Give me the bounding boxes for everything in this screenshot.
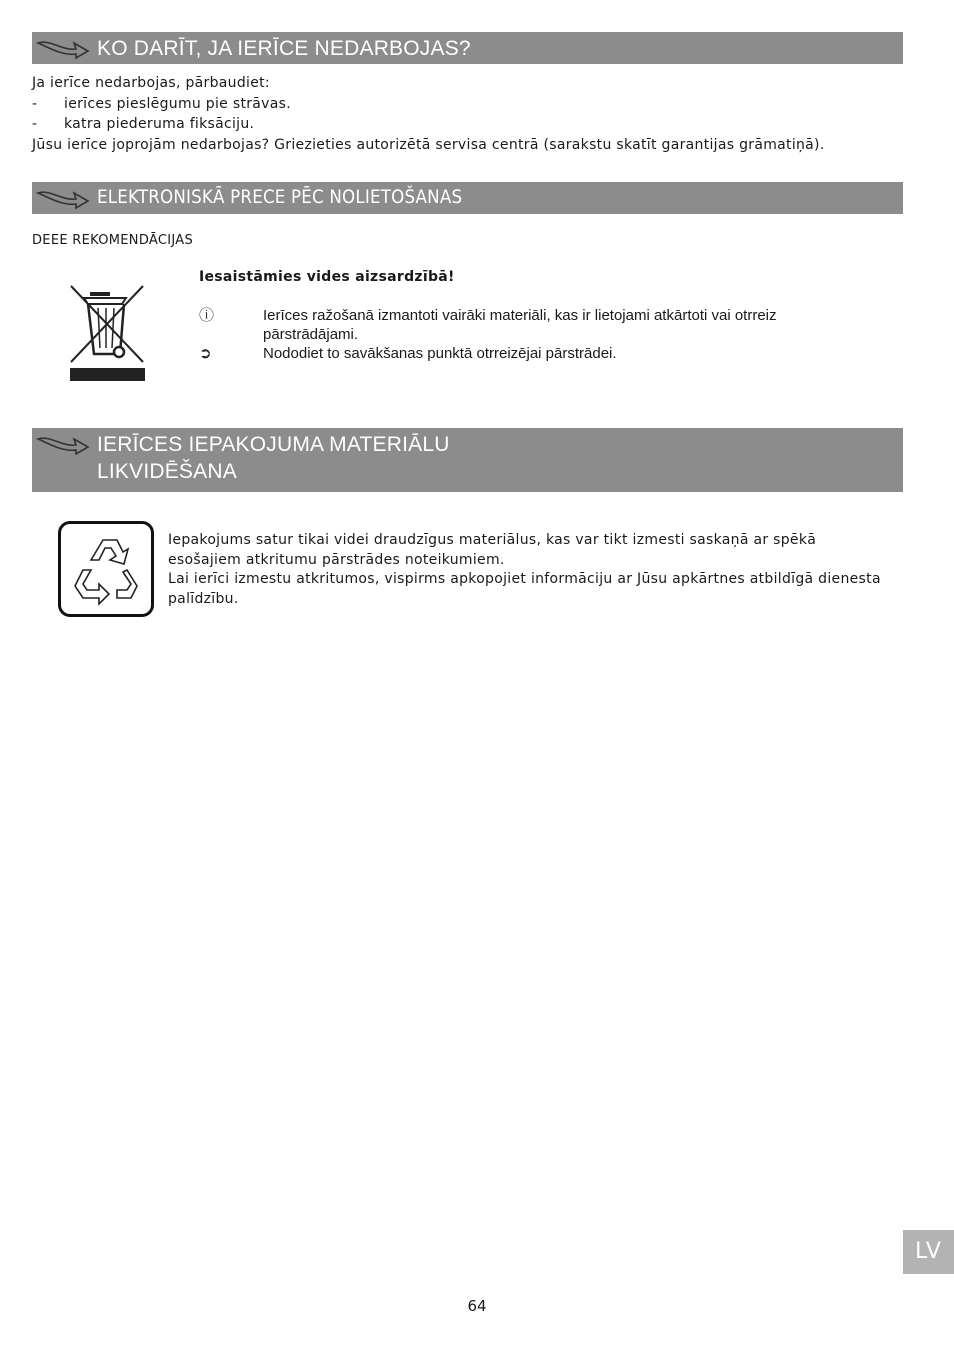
- arrow-icon: [36, 37, 90, 61]
- packaging-paragraph: Iepakojums satur tikai videi draudzīgus materiālus, kas var tikt izmesti saskaņā ar spēkā esošajiem atkritumu pārstrādes noteikumiem.: [168, 532, 817, 568]
- section-title: ELEKTRONISKĀ PRECE PĒC NOLIETOŠANAS: [97, 186, 463, 208]
- recycling-info-list: [199, 306, 859, 363]
- section-title: IERĪCES IEPAKOJUMA MATERIĀLU LIKVIDĒŠANA: [97, 433, 450, 483]
- section-header-weee: [32, 182, 903, 214]
- language-tab: LV: [903, 1230, 954, 1274]
- arrow-icon: [36, 433, 90, 457]
- service-note: Jūsu ierīce joprojām nedarbojas? Griezieties autorizētā servisa centrā (sarakstu skatīt garantijas grāmatiņā).: [32, 136, 825, 153]
- section-header-troubleshooting: [32, 32, 903, 64]
- info-icon: ⓘ: [199, 307, 215, 324]
- list-item: [199, 344, 859, 363]
- arrow-icon: ➲: [199, 345, 212, 362]
- intro-text: Ja ierīce nedarbojas, pārbaudiet:: [32, 75, 270, 91]
- check-item: - katra piederuma fiksāciju.: [32, 116, 255, 132]
- section-title: KO DARĪT, JA IERĪCE NEDARBOJAS?: [97, 37, 471, 60]
- list-item: [199, 306, 859, 344]
- section-header-packaging: [32, 428, 903, 492]
- arrow-icon: [36, 187, 90, 211]
- page-number: 64: [467, 1297, 487, 1315]
- list-item-text: Nododiet to savākšanas punktā otrreizējai pārstrādei.: [263, 345, 617, 362]
- deee-subheading: DEEE REKOMENDĀCIJAS: [32, 233, 194, 248]
- check-item: - ierīces pieslēgumu pie strāvas.: [32, 95, 291, 112]
- crossed-out-wheelie-bin-icon: [68, 284, 146, 382]
- recycle-arrows-icon: [61, 524, 151, 614]
- list-item-text: Ierīces ražošanā izmantoti vairāki materiāli, kas ir lietojami atkārtoti vai otrreiz pārstrādājami.: [263, 307, 777, 343]
- troubleshooting-text: [32, 73, 825, 155]
- environment-heading: Iesaistāmies vides aizsardzībā!: [199, 269, 455, 285]
- recycle-icon: [58, 521, 154, 617]
- packaging-paragraph: Lai ierīci izmestu atkritumos, vispirms apkopojiet informāciju ar Jūsu apkārtnes atbildīgā dienesta palīdzību.: [168, 571, 881, 607]
- packaging-text: [168, 531, 888, 609]
